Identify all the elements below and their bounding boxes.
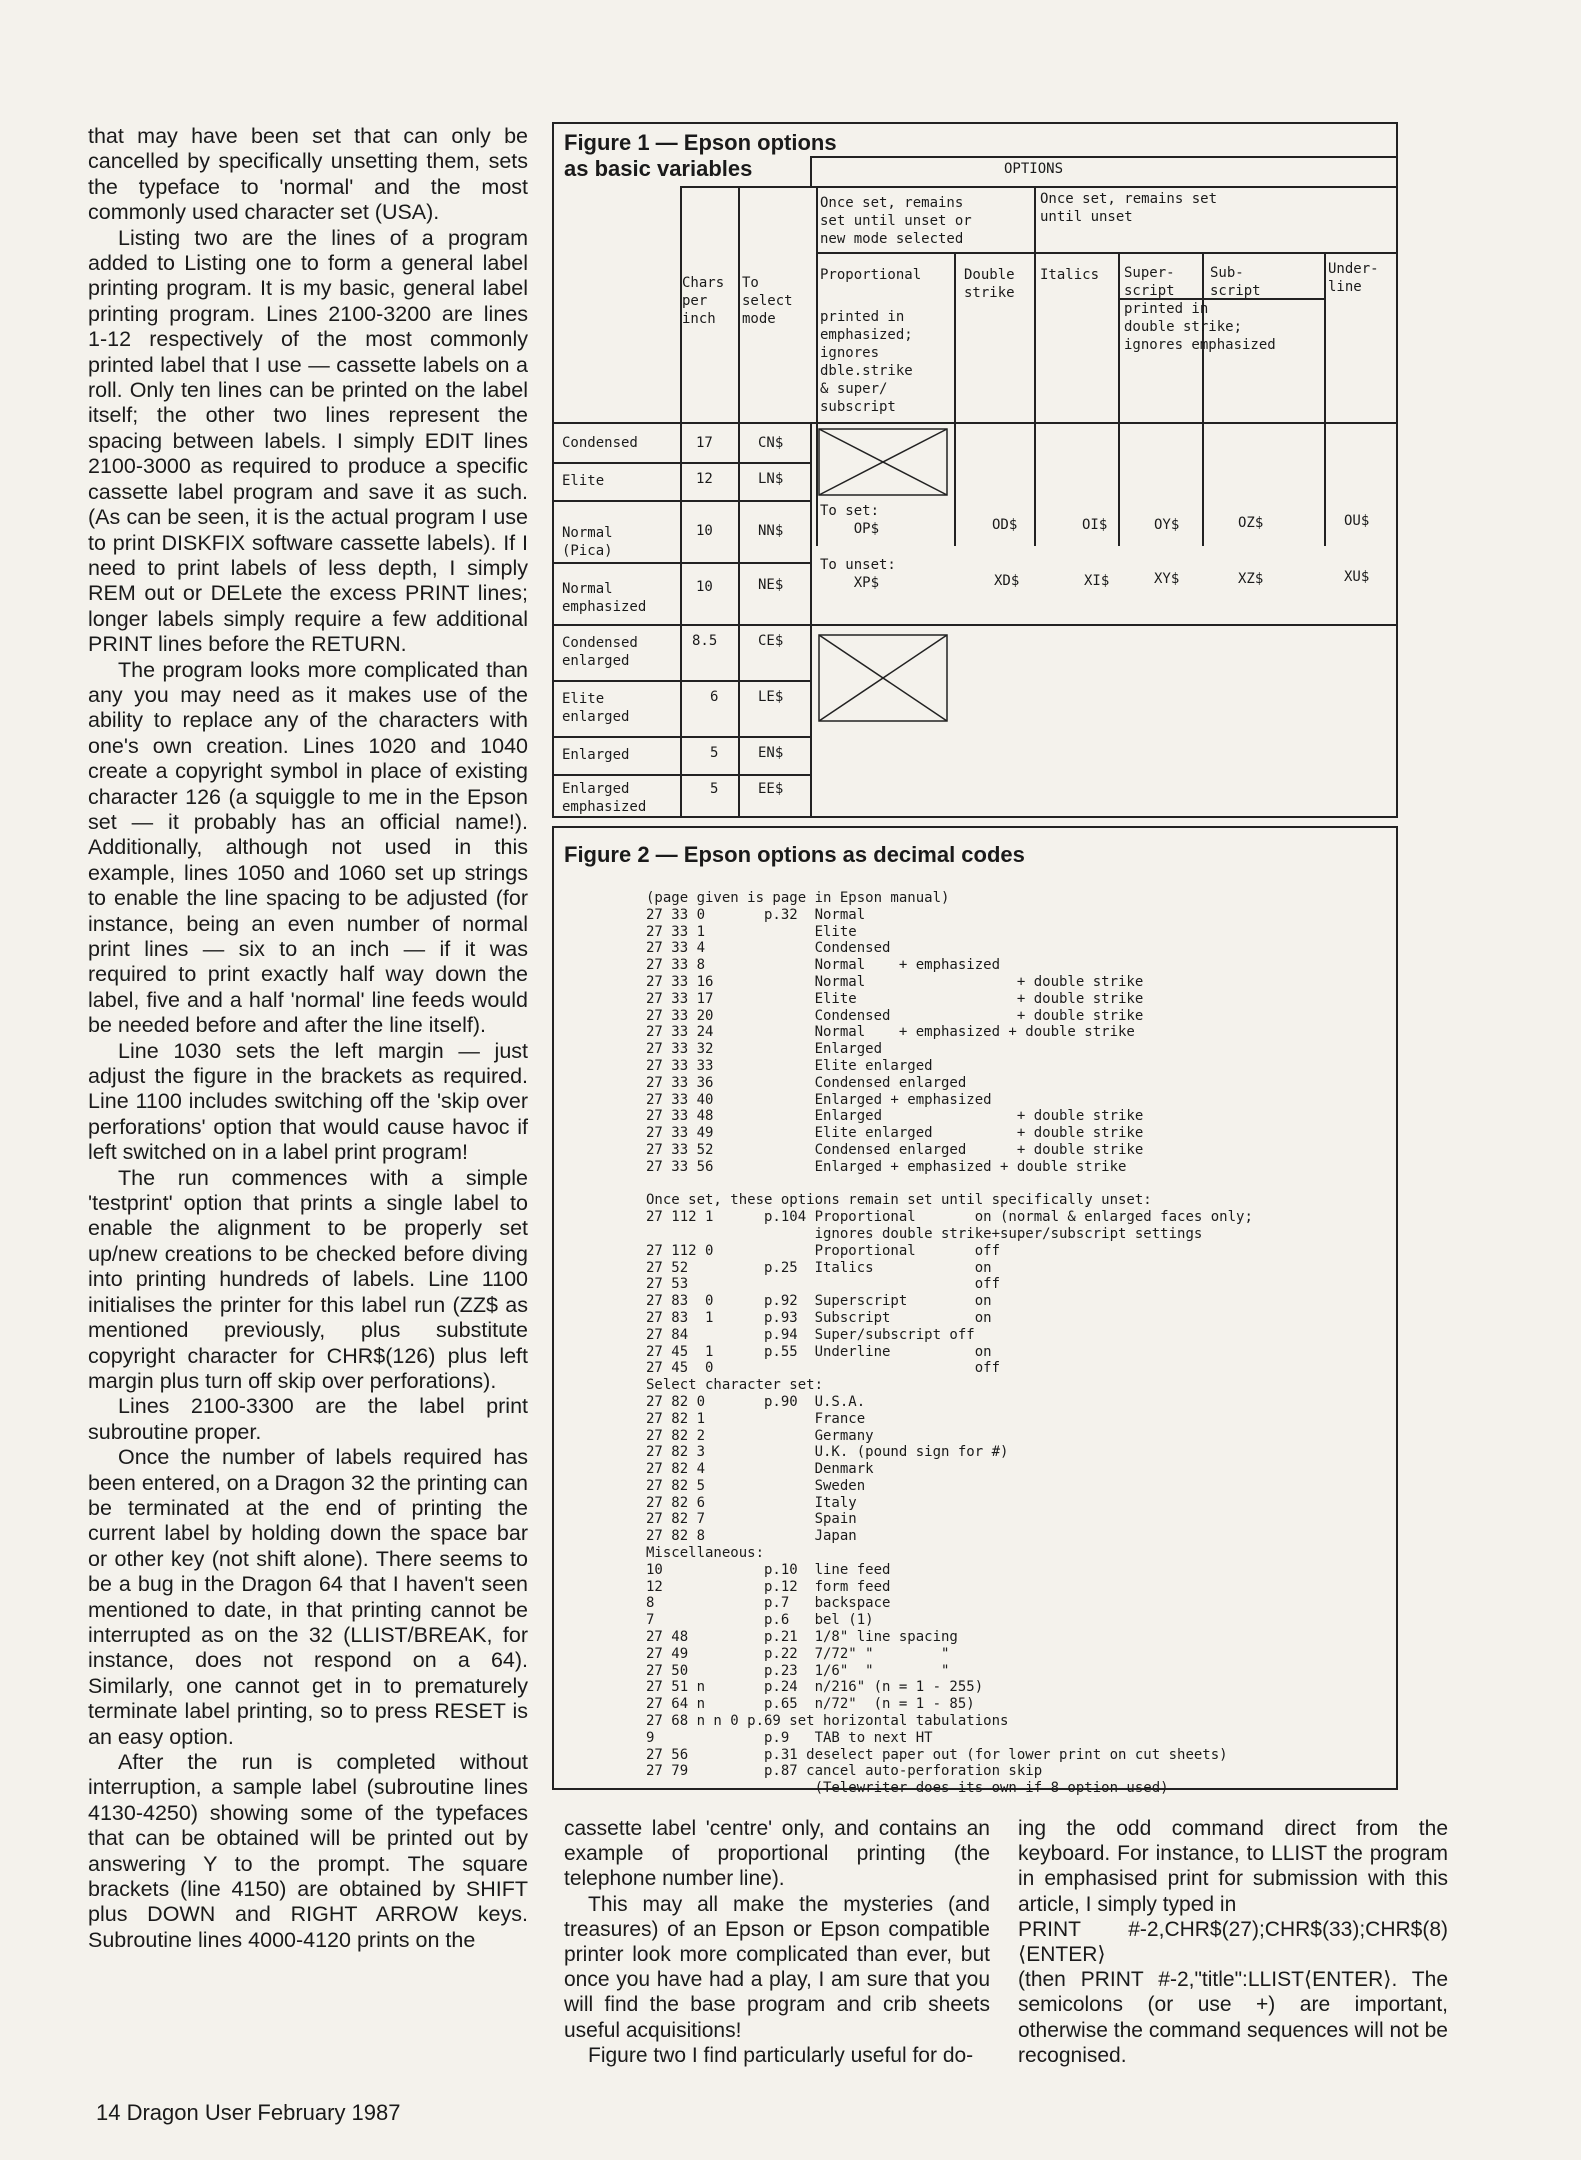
decimal-codes-listing: (page given is page in Epson manual) 27 33 0 p.32 Normal 27 33 1 Elite 27 33 4 Condensed 27 33 8 Normal + emphasized 27 33 16 Normal + double strike 27 33 17 Elite + double strike 27 33 20 Condensed + double strike 27 33 24 Normal + emphasized + double strike 27 33 32 Enlarged 27 33 33 Elite enlarged 27 33 36 Condensed enlarged 27 33 40 Enlarged + emphasized 27 33 48 Enlarged + double strike 27 33 49 Elite enlarged + double strike 27 33 52 Condensed enlarged + double strike 27 33 56 Enlarged + emphasized + double strike Once set, these options remain set until specifically unset: 27 112 1 p.104 Proportional on (normal & enlarged faces only; ignores double strike+super/subscript settings 27 112 0 Proportional off 27 52 p.25 Italics on 27 53 off 27 83 0 p.92 Superscript on 27 83 1 p.93 Subscript on 27 84 p.94 Super/subscript off 27 45 1 p.55 Underline on 27 45 0 off Select character set: 27 82 0 p.90 U.S.A. 27 82 1 France 27 82 2 Germany 27 82 3 U.K. (pound sign for #) 27 82 4 Denmark 27 82 5 Sweden 27 82 6 Italy 27 82 7 Spain 27 82 8 Japan Miscellaneous: 10 p.10 line feed 12 p.12 form feed 8 p.7 backspace 7 p.6 bel (1) 27 48 p.21 1/8" line spacing 27 49 p.22 7/72" " " 27 50 p.23 1/6" " " 27 51 n p.24 n/216" (n = 1 - 255) 27 64 n p.65 n/72" (n = 1 - 85) 27 68 n n 0 p.69 set horizontal tabulations 9 p.9 TAB to next HT 27 56 p.31 deselect paper out (for lower print on cut sheets) 27 79 p.87 cancel auto-perforation skip (Telewriter does its own if 8 option used) bbox=[646, 890, 1253, 1797]
row-code: CE$ bbox=[758, 633, 784, 649]
to-select-mode-header: To select mode bbox=[742, 275, 793, 327]
row-cpi: 5 bbox=[710, 781, 719, 797]
paragraph: The run commences with a simple 'testprint' option that prints a single label to enable the alignment to be properly set up/new creations to be checked before diving into printing hundreds of labels. Line 1100 initialises the printer for this label run (ZZ$ as mentioned previously, plus substitute copyright character for CHR$(126) plus left margin plus turn off skip over perforations). bbox=[88, 1165, 528, 1393]
row-mode: Condensed enlarged bbox=[562, 635, 638, 669]
page-footer: 14 Dragon User February 1987 bbox=[96, 2100, 401, 2125]
row-code: NN$ bbox=[758, 523, 784, 539]
paragraph: Figure two I find particularly useful for do- bbox=[588, 2043, 974, 2067]
row-code: CN$ bbox=[758, 435, 784, 451]
row-mode: Elite bbox=[562, 473, 605, 489]
rule bbox=[954, 254, 956, 546]
to-unset-label: To unset: XP$ bbox=[820, 557, 896, 591]
unset-code: XZ$ bbox=[1238, 571, 1264, 587]
rule bbox=[816, 252, 1398, 254]
row-cpi: 17 bbox=[696, 435, 713, 451]
set-code: OU$ bbox=[1344, 513, 1370, 529]
row-code: EN$ bbox=[758, 745, 784, 761]
row-code: NE$ bbox=[758, 577, 784, 593]
proportional-note: printed in emphasized; ignores dble.strike & super/ subscript bbox=[820, 309, 913, 415]
underline-header: Under- line bbox=[1328, 261, 1379, 295]
paragraph: Lines 2100-3300 are the label print subroutine proper. bbox=[88, 1394, 528, 1444]
unset-code: XI$ bbox=[1084, 573, 1110, 589]
figure-2-codes bbox=[552, 826, 1398, 1797]
rule bbox=[554, 562, 812, 564]
rule bbox=[810, 156, 812, 186]
paragraph: The program looks more complicated than any you may need as it makes use of the ability to replace any of the characters with one's own creation. Lines 1020 and 1040 create a copyright symbol in place of existing character 126 (a squiggle to me in the Epson set — it probably has an official name!). Additionally, although not used in this example, lines 1050 and 1060 set up strings to enable the line spacing to be adjusted (for instance, being an even number of normal print lines — six to an inch — if it was required to print exactly half way down the label, five and a half 'normal' line feeds would be needed before and after the line itself). bbox=[88, 657, 528, 1038]
set-code: OY$ bbox=[1154, 517, 1180, 533]
paragraph: After the run is completed without interruption, a sample label (subroutine lines 4130-4250) showing some of the typefaces that can be obtained will be printed out by answering Y to the prompt. The square brackets (line 4150) are obtained by SHIFT plus DOWN and RIGHT ARROW keys. Subroutine lines 4000-4120 prints on the bbox=[88, 1750, 528, 1952]
figure-1-title bbox=[564, 130, 837, 182]
rule bbox=[554, 736, 812, 738]
row-cpi: 10 bbox=[696, 523, 713, 539]
rule bbox=[554, 462, 812, 464]
article-column-1 bbox=[88, 124, 528, 1953]
row-cpi: 5 bbox=[710, 745, 719, 761]
row-mode: Normal emphasized bbox=[562, 581, 647, 615]
super-sub-note: printed in double strike; ignores emphasized bbox=[1124, 301, 1276, 353]
rule bbox=[554, 624, 1398, 626]
once-set-header: Once set, remains set until unset or new mode selected bbox=[820, 195, 972, 247]
rule bbox=[554, 422, 1398, 424]
options-header: OPTIONS bbox=[1004, 161, 1064, 177]
proportional-header: Proportional bbox=[820, 267, 922, 283]
rule bbox=[738, 186, 740, 818]
row-cpi: 6 bbox=[710, 689, 719, 705]
row-code: LE$ bbox=[758, 689, 784, 705]
rule bbox=[554, 500, 812, 502]
rule bbox=[1324, 254, 1326, 546]
paragraph: cassette label 'centre' only, and contains an example of proportional printing (the telephone number line). bbox=[564, 1817, 990, 1891]
row-cpi: 12 bbox=[696, 471, 713, 487]
command-example: PRINT #-2,CHR$(27);CHR$(33);CHR$(8) ⟨ENTER⟩ bbox=[1018, 1917, 1448, 1967]
to-set-label: To set: OP$ bbox=[820, 503, 880, 537]
italics-header: Italics bbox=[1040, 267, 1100, 283]
not-applicable-cross bbox=[818, 428, 948, 496]
set-code: OD$ bbox=[992, 517, 1018, 533]
double-strike-header: Double strike bbox=[964, 267, 1015, 301]
set-code: OZ$ bbox=[1238, 515, 1264, 531]
figure-1-title-line-2: as basic variables bbox=[564, 156, 753, 181]
paragraph: (then PRINT #-2,"title":LLIST⟨ENTER⟩. The semicolons (or use +) are important, otherwise the command sequences will not be recognised. bbox=[1018, 1968, 1448, 2067]
paragraph: ing the odd command direct from the keyboard. For instance, to LLIST the program in emphasised print for submission with this article, I simply typed in bbox=[1018, 1817, 1448, 1916]
paragraph: This may all make the mysteries (and treasures) of an Epson or Epson compatible printer look more complicated than ever, but once you have had a play, I am sure that you will find the base program and crib sheets useful acquisitions! bbox=[564, 1892, 990, 2042]
not-applicable-cross bbox=[818, 634, 948, 722]
superscript-header: Super- script bbox=[1124, 265, 1175, 299]
rule bbox=[810, 156, 1398, 158]
paragraph: Listing two are the lines of a program added to Listing one to form a general label printing program. It is my basic, general label printing program. Lines 2100-3200 are lines 1-12 respectively of the most commonly printed label that I use — cassette labels on a roll. Only ten lines can be printed on the label itself; the other two lines represent the spacing between labels. I simply EDIT lines 2100-3000 as required to produce a specific cassette label program and save it as such. (As can be seen, it is the actual program I use to print DISKFIX software cassette labels). If I need to print labels of less depth, I simply REM out or DELete the excess PRINT lines; longer labels simply require a few additional PRINT lines before the RETURN. bbox=[88, 225, 528, 657]
unset-code: XY$ bbox=[1154, 571, 1180, 587]
row-mode: Elite enlarged bbox=[562, 691, 630, 725]
row-cpi: 10 bbox=[696, 579, 713, 595]
figure-1-table bbox=[552, 122, 1398, 818]
paragraph: Once the number of labels required has been entered, on a Dragon 32 the printing can be terminated at the end of printing the current label by holding down the space bar or other key (not shift alone). There seems to be a bug in the Dragon 64 that I haven't seen mentioned to date, in that printing cannot be interrupted as on the 32 (LLIST/BREAK, for instance, does not respond on a 64). Similarly, one cannot get in to prematurely terminate label printing, so to press RESET is an easy option. bbox=[88, 1445, 528, 1749]
article-column-3 bbox=[1018, 1816, 1448, 2068]
row-code: EE$ bbox=[758, 781, 784, 797]
row-code: LN$ bbox=[758, 471, 784, 487]
rule bbox=[1034, 188, 1036, 546]
figure-2-title: Figure 2 — Epson options as decimal codes bbox=[564, 842, 1025, 867]
row-mode: Enlarged bbox=[562, 747, 630, 763]
figure-1-title-line-1: Figure 1 — Epson options bbox=[564, 130, 837, 155]
unset-code: XU$ bbox=[1344, 569, 1370, 585]
rule bbox=[554, 774, 812, 776]
row-cpi: 8.5 bbox=[692, 633, 718, 649]
rule bbox=[554, 680, 812, 682]
row-mode: Normal (Pica) bbox=[562, 525, 613, 559]
chars-per-inch-header: Chars per inch bbox=[682, 275, 725, 327]
rule bbox=[810, 422, 812, 818]
article-column-2 bbox=[564, 1816, 990, 2068]
row-mode: Enlarged emphasized bbox=[562, 781, 647, 815]
rule bbox=[810, 186, 1398, 188]
paragraph: Line 1030 sets the left margin — just adjust the figure in the brackets as required. Line 1100 includes switching off the 'skip over perforations' option that would cause havoc if left switched on in a label print program! bbox=[88, 1038, 528, 1165]
subscript-header: Sub- script bbox=[1210, 265, 1261, 299]
once-set-until-unset-header: Once set, remains set until unset bbox=[1040, 191, 1218, 225]
set-code: OI$ bbox=[1082, 517, 1108, 533]
row-mode: Condensed bbox=[562, 435, 638, 451]
rule bbox=[680, 186, 812, 188]
paragraph: that may have been set that can only be cancelled by specifically unsetting them, sets the typeface to 'normal' and the most commonly used character set (USA). bbox=[88, 124, 528, 225]
unset-code: XD$ bbox=[994, 573, 1020, 589]
